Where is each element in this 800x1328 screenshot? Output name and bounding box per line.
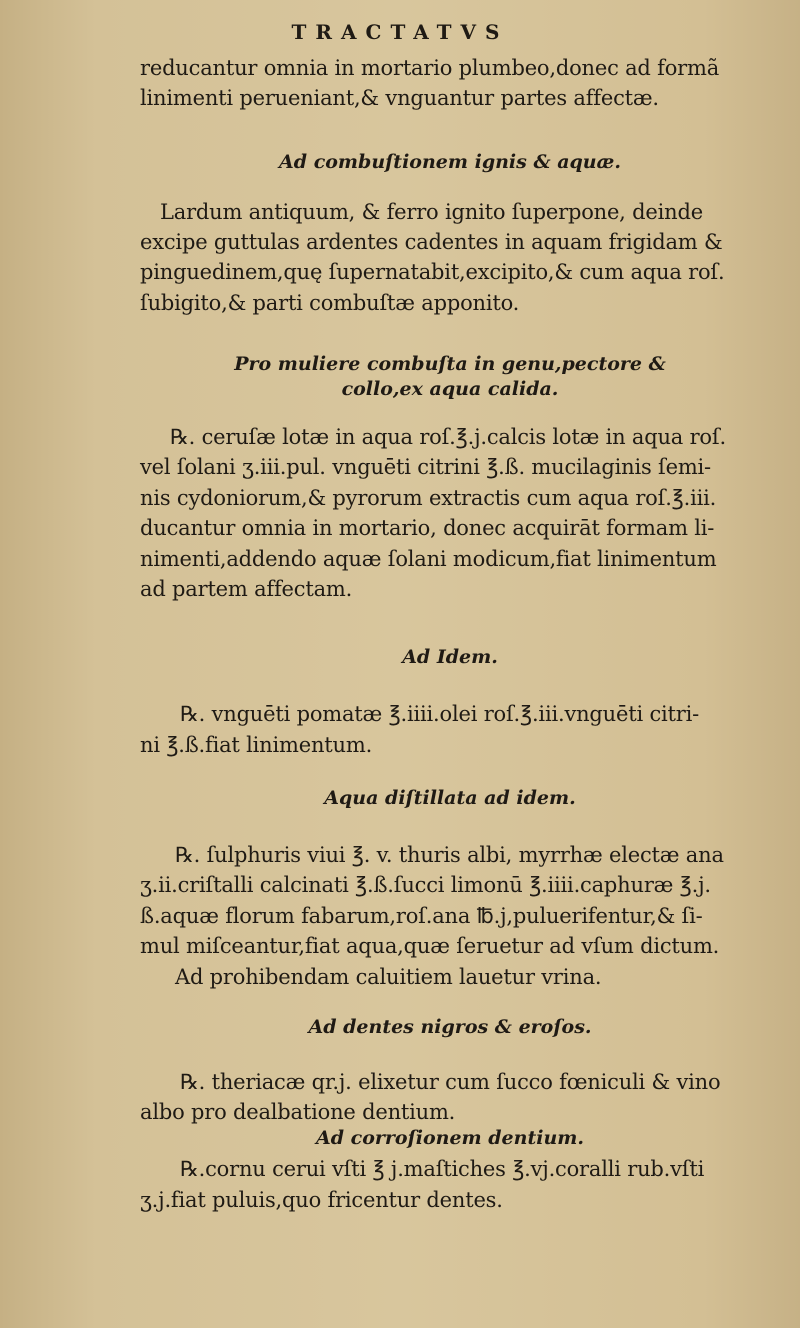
- text-line: mul miſceantur,fiat aqua,quæ ſeruetur ad vſum dictum.: [140, 934, 720, 958]
- text-line: nimenti,addendo aquæ ſolani modicum,fiat linimentum: [140, 547, 717, 571]
- text-line: vel ſolani ʒ.iii.pul. vnguēti citrini ℥.ß. mucilaginis ſemi-: [140, 455, 711, 479]
- text-line: ℞. ſulphuris viui ℥. v. thuris albi, myrrhæ electæ ana: [175, 843, 724, 867]
- text-line: ad partem affectam.: [140, 577, 353, 601]
- text-line: ducantur omnia in mortario, donec acquirāt formam li-: [140, 516, 715, 540]
- text-line: ni ℥.ß.fiat linimentum.: [140, 733, 373, 757]
- text-line: linimenti perueniant,& vnguantur partes affectæ.: [140, 86, 659, 110]
- section-heading: Ad corroſionem dentium.: [316, 1127, 584, 1149]
- section-heading: Aqua diſtillata ad idem.: [324, 787, 576, 809]
- section-heading: Pro muliere combuſta in genu,pectore &: [234, 353, 666, 375]
- section-heading: Ad Idem.: [402, 646, 498, 668]
- section-heading: Ad combuſtionem ignis & aquæ.: [279, 151, 621, 173]
- text-line: albo pro dealbatione dentium.: [140, 1100, 456, 1124]
- text-line: nis cydoniorum,& pyrorum extractis cum aqua roſ.℥.iii.: [140, 486, 717, 510]
- text-line: ℞. vnguēti pomatæ ℥.iiii.olei roſ.℥.iii.vnguēti citri-: [180, 702, 700, 726]
- text-line: ß.aquæ florum fabarum,roſ.ana ℔.j,puluerifentur,& ſi-: [140, 904, 703, 928]
- text-line: excipe guttulas ardentes cadentes in aquam frigidam &: [140, 230, 723, 254]
- text-line: reducantur omnia in mortario plumbeo,donec ad formã: [140, 56, 720, 80]
- running-head: TRACTATVS: [291, 20, 509, 44]
- text-line: ℞.cornu cerui vſti ℥ j.maſtiches ℥.vj.coralli rub.vſti: [180, 1157, 705, 1181]
- text-line: Ad prohibendam caluitiem lauetur vrina.: [175, 965, 602, 989]
- text-line: Lardum antiquum, & ferro ignito ſuperpone, deinde: [160, 200, 703, 224]
- section-heading: collo,ex aqua calida.: [341, 378, 559, 400]
- text-line: ℞. theriacæ qr.j. elixetur cum ſucco fœniculi & vino: [180, 1070, 721, 1094]
- text-line: pinguedinem,quę ſupernatabit,excipito,& cum aqua roſ.: [140, 260, 725, 284]
- text-line: ſubigito,& parti combuſtæ apponito.: [140, 291, 520, 315]
- section-heading: Ad dentes nigros & eroſos.: [308, 1016, 592, 1038]
- text-line: ℞. ceruſæ lotæ in aqua roſ.℥.j.calcis lotæ in aqua roſ.: [170, 425, 726, 449]
- text-line: ʒ.ii.criſtalli calcinati ℥.ß.ſucci limonū ℥.iiii.caphuræ ℥.j.: [140, 873, 711, 897]
- text-line: ʒ.j.fiat puluis,quo fricentur dentes.: [140, 1188, 503, 1212]
